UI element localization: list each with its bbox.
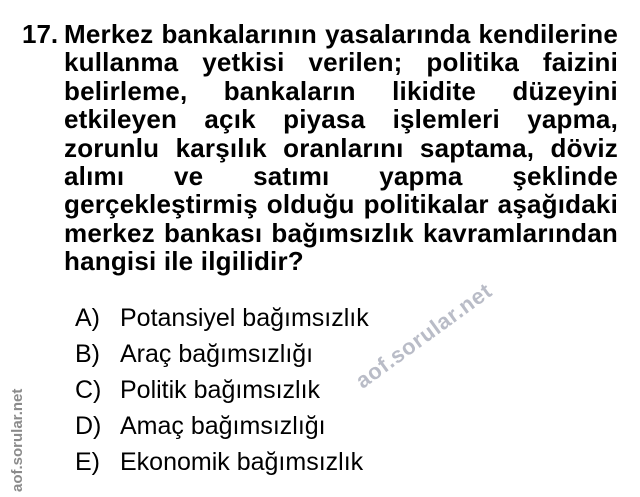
option-text: Potansiyel bağımsızlık bbox=[120, 303, 369, 332]
watermark-vertical: aof.sorular.net bbox=[9, 388, 26, 492]
option-letter: D) bbox=[75, 411, 102, 440]
options-list bbox=[75, 300, 495, 480]
option-row-b bbox=[75, 336, 495, 372]
option-row-c bbox=[75, 372, 495, 408]
question-line: merkez bankası bağımsızlık kavramlarından bbox=[64, 217, 618, 248]
option-row-a bbox=[75, 300, 495, 336]
question-line: alımı ve satımı yapma şeklinde bbox=[64, 161, 618, 192]
question-line: belirleme, bankaların likidite düzeyini bbox=[64, 75, 618, 106]
question-line: gerçekleştirmiş olduğu politikalar aşağıdaki bbox=[64, 189, 618, 220]
option-text: Ekonomik bağımsızlık bbox=[120, 447, 364, 476]
question-line: hangisi ile ilgilidir? bbox=[64, 246, 304, 277]
option-letter: C) bbox=[75, 375, 102, 404]
option-text: Amaç bağımsızlığı bbox=[120, 411, 326, 440]
watermark-diagonal: aof.sorular.net bbox=[350, 277, 497, 394]
option-letter: E) bbox=[75, 447, 100, 476]
option-row-e bbox=[75, 444, 495, 480]
option-row-d bbox=[75, 408, 495, 444]
question-line: zorunlu karşılık oranlarını saptama, döviz bbox=[64, 132, 618, 163]
option-text: Araç bağımsızlığı bbox=[120, 339, 314, 368]
question-line: kullanma yetkisi verilen; politika faizini bbox=[64, 47, 618, 78]
option-letter: A) bbox=[75, 303, 100, 332]
question-number: 17. bbox=[22, 19, 59, 49]
option-letter: B) bbox=[75, 339, 100, 368]
question-text bbox=[64, 20, 618, 276]
question-line: Merkez bankalarının yasalarında kendilerine bbox=[64, 19, 618, 49]
option-text: Politik bağımsızlık bbox=[120, 375, 321, 404]
question-line: etkileyen açık piyasa işlemleri yapma, bbox=[64, 104, 618, 135]
